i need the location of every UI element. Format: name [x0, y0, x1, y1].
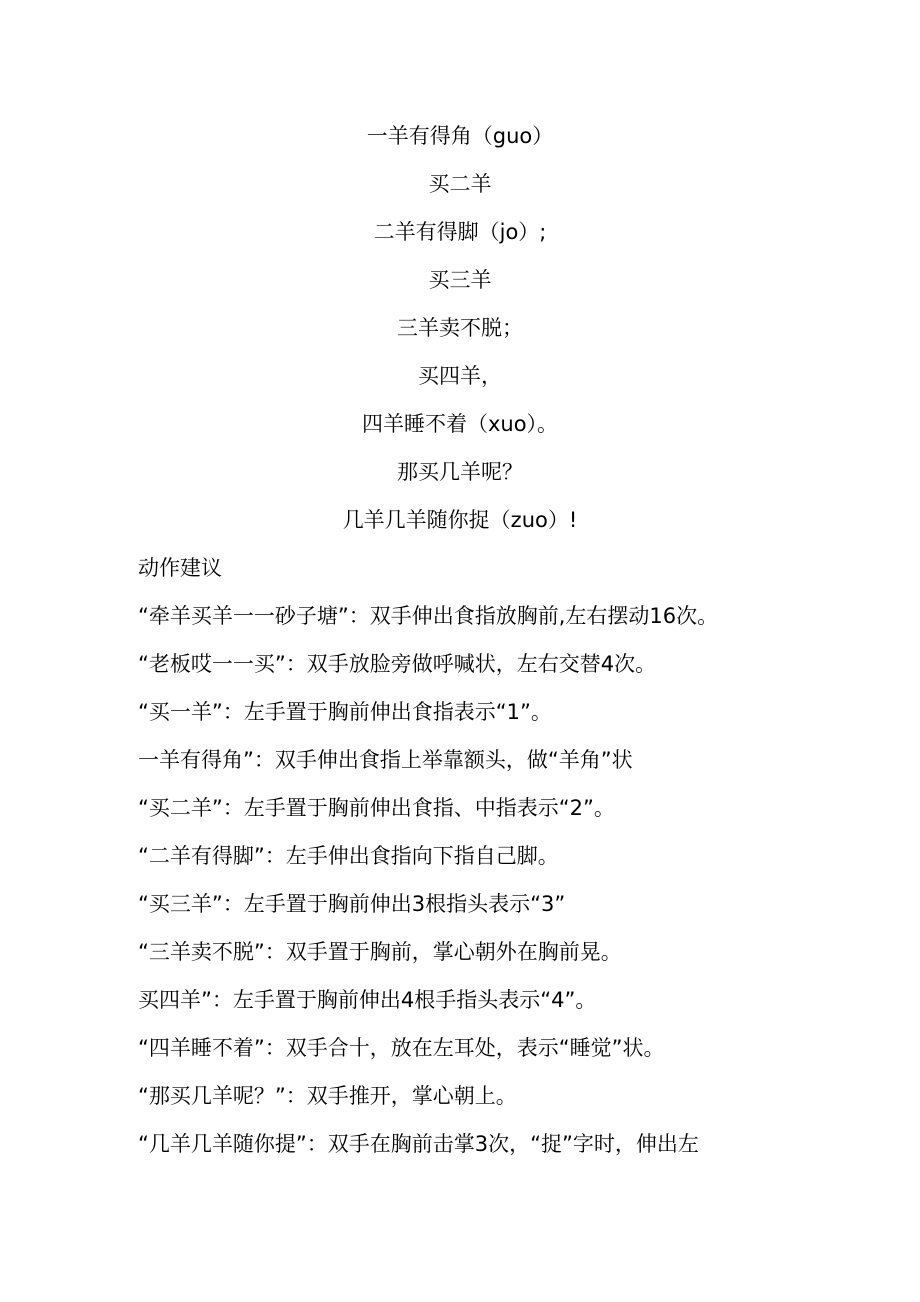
poem-line-3: 二羊有得脚（jo）; [373, 220, 547, 244]
action-line-3: “买一羊”：左手置于胸前伸出食指表示“1”。 [138, 700, 552, 724]
poem-line-4: 买三羊 [428, 268, 492, 292]
action-line-10: “四羊睡不着”：双手合十，放在左耳处，表示“睡觉”状。 [138, 1036, 665, 1060]
action-line-12: “几羊几羊随你提”：双手在胸前击掌3次，“捉”字时，伸出左 [138, 1132, 699, 1156]
action-line-1: “牵羊买羊一一砂子塘”：双手伸出食指放胸前,左右摆动16次。 [138, 604, 719, 628]
action-line-2: “老板哎一一买”：双手放脸旁做呼喊状，左右交替4次。 [138, 652, 657, 676]
poem-line-6: 买四羊， [418, 364, 502, 388]
action-line-6: “二羊有得脚”：左手伸出食指向下指自己脚。 [138, 844, 559, 868]
action-line-5: “买二羊”：左手置于胸前伸出食指、中指表示“2”。 [138, 796, 615, 820]
action-line-8: “三羊卖不脱”：双手置于胸前，掌心朝外在胸前晃。 [138, 940, 622, 964]
poem-line-5: 三羊卖不脱； [397, 316, 523, 340]
poem-line-7: 四羊睡不着（xuo）。 [361, 412, 559, 436]
section-title: 动作建议 [138, 556, 222, 580]
action-line-11: “那买几羊呢？”：双手推开，掌心朝上。 [138, 1084, 517, 1108]
action-line-4: 一羊有得角”：双手伸出食指上举靠额头，做“羊角”状 [138, 748, 633, 772]
poem-line-8: 那买几羊呢？ [397, 460, 523, 484]
poem-line-2: 买二羊 [428, 172, 492, 196]
action-line-9: 买四羊”：左手置于胸前伸出4根手指头表示“4”。 [138, 988, 597, 1012]
poem-line-9: 几羊几羊随你捉（zuo）! [342, 508, 578, 532]
action-line-7: “买三羊”：左手置于胸前伸出3根指头表示“3” [138, 892, 566, 916]
poem-line-1: 一羊有得角（guo） [366, 124, 554, 148]
